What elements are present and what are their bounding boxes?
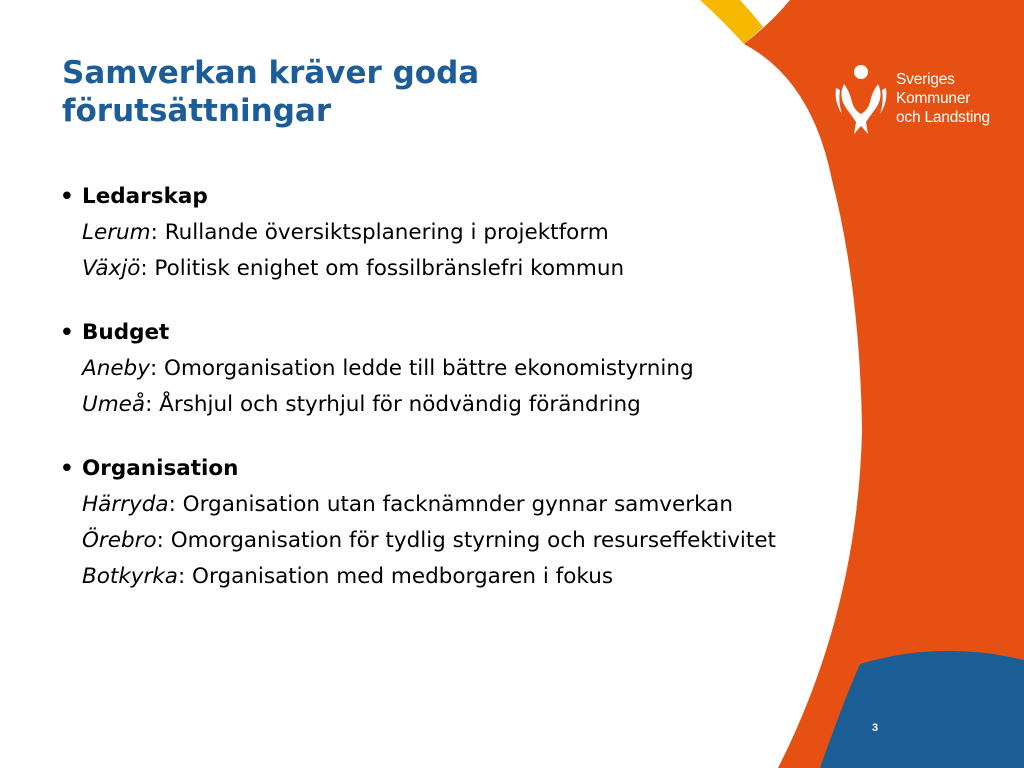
city-name: Umeå xyxy=(82,392,146,417)
item-text: : Omorganisation för tydlig styrning och resurseffektivitet xyxy=(156,528,776,553)
heading-text: Ledarskap xyxy=(82,184,208,209)
logo-line-1: Sveriges xyxy=(896,71,955,88)
list-item xyxy=(60,491,840,518)
city-name: Örebro xyxy=(82,528,157,553)
item-text: : Omorganisation ledde till bättre ekonomistyrning xyxy=(149,356,694,381)
section-budget xyxy=(60,318,840,418)
bullet: • xyxy=(60,320,74,345)
section-organisation xyxy=(60,454,840,590)
item-text: : Organisation med medborgaren i fokus xyxy=(177,564,614,589)
city-name: Lerum xyxy=(82,220,151,245)
section-heading xyxy=(60,454,840,484)
city-name: Växjö xyxy=(82,256,141,281)
list-item xyxy=(60,219,840,246)
city-name: Härryda xyxy=(82,492,169,517)
list-item xyxy=(60,563,840,590)
city-name: Aneby xyxy=(82,356,150,381)
section-heading xyxy=(60,182,840,212)
heading-text: Budget xyxy=(82,320,170,345)
city-name: Botkyrka xyxy=(82,564,178,589)
page-number: 3 xyxy=(872,722,879,734)
section-ledarskap xyxy=(60,182,840,282)
section-heading xyxy=(60,318,840,348)
slide-title: Samverkan kräver goda förutsättningar xyxy=(62,55,480,129)
item-text: : Rullande översiktsplanering i projektform xyxy=(150,220,609,245)
list-item xyxy=(60,527,840,554)
list-item xyxy=(60,391,840,418)
skl-logo-mark-icon xyxy=(834,62,888,136)
bullet: • xyxy=(60,184,74,209)
list-item xyxy=(60,255,840,282)
logo-line-2: Kommuner xyxy=(896,90,971,107)
item-text: : Årshjul och styrhjul för nödvändig förändring xyxy=(145,392,641,417)
item-text: : Organisation utan facknämnder gynnar samverkan xyxy=(168,492,733,517)
skl-logo xyxy=(834,62,1014,138)
skl-logo-text xyxy=(896,70,990,127)
list-item xyxy=(60,355,840,382)
bullet: • xyxy=(60,456,74,481)
logo-line-3: och Landsting xyxy=(896,109,990,126)
item-text: : Politisk enighet om fossilbränslefri kommun xyxy=(140,256,625,281)
heading-text: Organisation xyxy=(82,456,239,481)
slide-content xyxy=(60,182,840,626)
